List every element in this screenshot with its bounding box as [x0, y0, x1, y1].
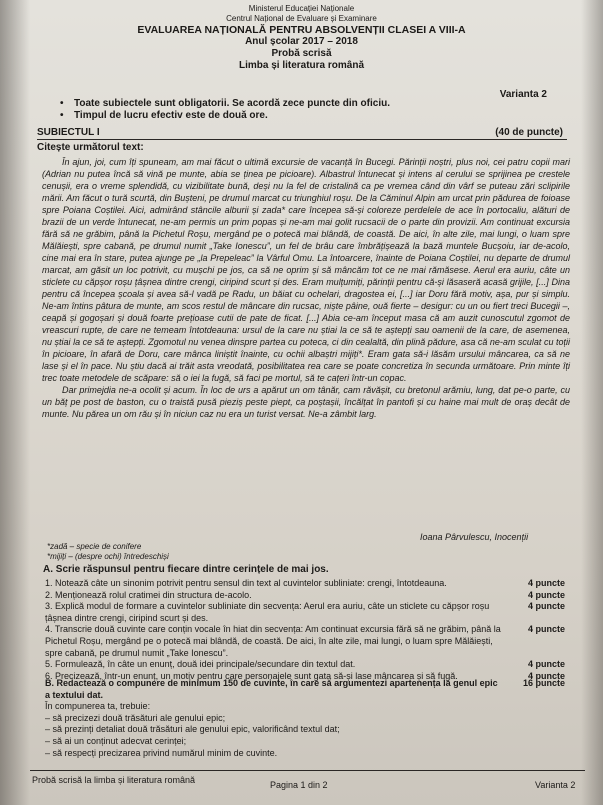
footnotes: [47, 542, 169, 562]
footnote: *mijiți – (despre ochi) întredeschiși: [47, 552, 169, 561]
question-item: [45, 624, 565, 659]
question-item: [45, 601, 565, 624]
rule-item: • Toate subiectele sunt obligatorii. Se acordă zece puncte din oficiu.: [60, 98, 390, 110]
question-points: 4 puncte: [527, 578, 565, 588]
question-points: 4 puncte: [527, 624, 565, 635]
footer-page-number: Pagina 1 din 2: [270, 780, 328, 790]
question-number: 4.: [45, 624, 53, 635]
question-text: Formulează, în câte un enunț, două idei principale/secundare din textul dat.: [55, 659, 356, 670]
right-shadow: [581, 0, 603, 805]
part-b-intro: În compunerea ta, trebuie:: [45, 701, 151, 712]
question-number: 3.: [45, 601, 53, 612]
part-b-item: – să prezinți detaliat două trăsături ale genului epic, valorificând textul dat;: [45, 724, 340, 735]
question-points: 4 puncte: [527, 670, 565, 681]
subject-name: Limba și literatura română: [238, 60, 365, 71]
passage-paragraph: În ajun, joi, cum îți spuneam, am mai făcut o ultimă excursie de vacanță în Bucegi. Părinții noștri, plus noi, cei patru copii mari (Adrian nu putea încă să vină pe munte, abia se ținea pe picioare). Albastrul întunecat și intens al cerului se sprijinea pe crestele cenușii, era o vreme splendidă, cu vizibilitate bună, deși nu la fel de cristalină ca pe vremea când din vârf se puteau zări sclipirile mării. Am făcut o tură scurtă, din Bușteni, pe drumul marcat cu triunghiul roșu. De la Căminul Alpin am urcat prin pădurea de foioase spre Poiana Coștilei. Aici, admirând stâncile alburii și zada* care începea să-și coloreze perdelele de ace în portocaliu, alături de brazii de un verde întunecat, ne-am permis un prim popas și ne-am mai golit rucsacii de o parte din provizii. Am continuat excursia fără să ne grăbim, până la Pichetul Roșu, mergând pe o potecă mai blândă, de coastă. De aici, în alte zile, mai lungi, o luam spre Mălăiești, spre cabană, pe drumul numit „Take Ionescu”, un fel de brâu care îmbrățișează la bază muntele Bucșoiu, iar de-acolo, cine mai era în stare, putea ajunge pe „la Prepeleac” la Vârful Omu. La întoarcere, înainte de Poiana Coștilei, nu departe de drumul marcat, am găsit un loc potrivit, cu mușchi pe jos, ca să ne oprim și să mâncăm tot ce ne mai rămăsese. Aerul era auriu, câte un sticlete cu căpșor roșu țâșnea dintre crengi, ciripind scurt și des. Eram mulțumiți, părinții pentru că-și lăsaseră acasă grijile, [...] Dina pentru că începea școala și avea să-l vadă pe Radu, un băiat cu ochelari, dragostea ei, [...] iar Doru fără motiv, așa, pur și simplu. Ne-am întins pâtura de munte, am scos restul de mâncare din rucsac, niște pâine, ouă fierte – desigur: cu un ou fiert treci Bucegii –, ceapă și gogoșari și două foarte prețioase cutii de pate de ficat. [...] Abia ce-am început masa că am auzit cunoscutul zgomot de vreascuri rupte, de care ne temeam întotdeauna: ursul de la care nu știai la ce să te aștepți sau oamenii de la care, de asemenea, nu știai la ce să te aștepți. Zgomotul nu venea dinspre partea cu poteca, ci din cealaltă, din plină pădure, asa că ne-am sculat cu toții în picioare, în afară de Doru, care mânca liniștit înainte, cu ochii albaștri mijiți*. Eram gata să-i lăsăm ursului mâncarea, ca să ne lase și el în pace. Nu știu dacă ai trăit asta vreodată, posibilitatea rea care se poate concretiza în secunda următoare. Prin minte îți trec toate metodele de scăpare: să o iei la fugă, să faci pe mortul, să te cațeri într-un copac.: [42, 157, 570, 383]
question-item: [45, 590, 565, 602]
variant-label: Varianta 2: [499, 89, 547, 100]
part-b-points: 16 puncte: [522, 678, 565, 688]
passage-paragraph: Dar primejdia ne-a ocolit și acum. În loc de urs a apărut un om tânăr, cam răvășit, cu bretonul arămiu, lung, dat pe-o parte, cu un băț pe post de baston, cu o traistă pusă pieziș peste piept, ca poștașii, încălțat în pantofi și cu haine mai mult de oraș decât de munte. Nu părea un om rău și în niciun caz nu era un turist versat. Ne-a zâmbit larg.: [42, 385, 570, 419]
footnote: *zadă – specie de conifere: [47, 542, 142, 551]
left-shadow: [0, 0, 30, 805]
ministry-name: Ministerul Educației Naționale: [248, 4, 355, 13]
part-a-questions: [45, 578, 565, 682]
question-points: 4 puncte: [527, 589, 565, 600]
part-b-item: – să ai un conținut adecvat cerinței;: [45, 735, 187, 746]
passage-source: Ioana Pârvulescu, Inocenții: [420, 532, 529, 542]
question-number: 1.: [45, 578, 53, 588]
question-text: Precizează, într-un enunț, un motiv pentru care personajele sunt gata să-și lase mâncarea și să fugă.: [55, 670, 458, 681]
question-number: 2.: [45, 589, 53, 600]
question-item: [45, 578, 565, 590]
section-title: SUBIECTUL I: [37, 127, 100, 138]
question-number: 6.: [45, 670, 53, 681]
part-b-item: – să precizezi două trăsături ale genului epic;: [45, 712, 226, 723]
ministry-header: [0, 4, 603, 24]
general-rules: [60, 98, 390, 122]
reading-passage: [42, 156, 570, 420]
question-points: 4 puncte: [527, 601, 565, 612]
rule-item: • Timpul de lucru efectiv este de două ore.: [60, 110, 390, 122]
part-a-heading: A. Scrie răspunsul pentru fiecare dintre cerințele de mai jos.: [43, 564, 329, 575]
question-text: Explică modul de formare a cuvintelor subliniate din secvența: Aerul era auriu, câte un sticlete cu căpșor roșu țâșnea dintre crengi, ciripind scurt și des.: [45, 601, 490, 623]
part-b-heading: B. Redactează o compunere de minimum 150 de cuvinte, în care să argumentezi apartenența la genul epic a textului dat.: [45, 678, 498, 700]
part-b: [45, 678, 565, 759]
footer-subject: Probă scrisă la limba și literatura română: [32, 775, 196, 785]
exam-type: Probă scrisă: [271, 48, 332, 59]
school-year: Anul școlar 2017 – 2018: [245, 36, 358, 47]
question-text: Transcrie două cuvinte care conțin vocale în hiat din secvența: Am continuat excursia fără să ne grăbim, până la Pichetul Roșu, mergând pe o potecă mai blândă, de coastă. De aici, în alte zile, mai lungi, o luam spre Mălăiești, spre cabană, pe drumul numit „Take Ionescu”.: [45, 624, 501, 658]
part-b-item: – să respecți precizarea privind numărul minim de cuvinte.: [45, 747, 278, 758]
footer-variant: Varianta 2: [535, 780, 576, 790]
footer-divider: [30, 770, 585, 771]
question-text: Menționează rolul cratimei din structura de-acolo.: [55, 589, 252, 600]
section-points: (40 de puncte): [495, 127, 563, 138]
section-divider: [37, 139, 567, 140]
question-points: 4 puncte: [527, 659, 565, 670]
exam-title: EVALUAREA NAȚIONALĂ PENTRU ABSOLVENȚII CLASEI A VIII-A: [137, 24, 466, 36]
read-prompt: Citește următorul text:: [37, 142, 144, 153]
question-item: [45, 659, 565, 671]
question-number: 5.: [45, 659, 53, 670]
part-b-heading-row: [45, 678, 565, 701]
center-name: Centrul Național de Evaluare și Examinare: [226, 14, 377, 23]
question-text: Notează câte un sinonim potrivit pentru sensul din text al cuvintelor subliniate: crengi, întotdeauna.: [55, 578, 447, 588]
